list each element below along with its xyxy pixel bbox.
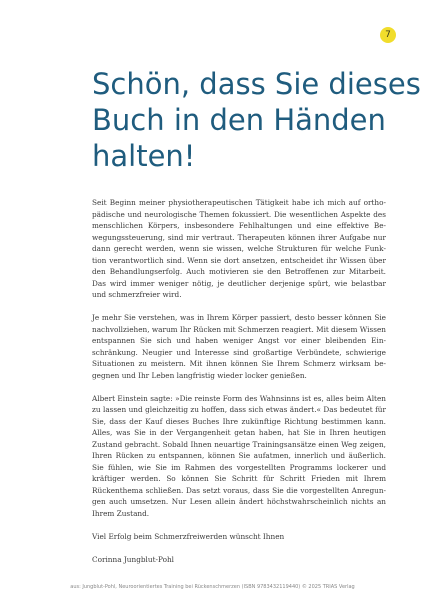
title-line: Schön, dass Sie dieses	[92, 67, 421, 101]
title-line: Buch in den Händen	[92, 103, 386, 137]
paragraph: Albert Einstein sagte: »Die reinste Form des Wahnsinns ist es, alles beim Alten zu lassen und gleichzeitig zu hoffen, dass sich etwas ändert.« Das bedeutet für Sie, dass der Kauf dieses Buches Ihre zukünftige Richtung bestimmen kann. Alles, was Sie in der Vergangenheit getan haben, hat Sie in Ihren heutigen Zustand gebracht. Sobald Ihnen neuartige Trainingsansätze einen Weg zeigen, Ihren Rücken zu entspannen, können Sie aufatmen, innerlich und äußerlich. Sie fühlen, wie Sie im Rahmen des vorgestellten Programms lockerer und kräftiger werden. So können Sie Schritt für Schritt Frieden mit Ihrem Rückenthema schließen. Das setzt voraus, dass Sie die vorgestellten Anregungen auch umsetzen. Nur Lesen allein ändert höchstwahrscheinlich nichts an Ihrem Zustand.	[92, 393, 386, 518]
title-line: halten!	[92, 139, 196, 173]
paragraph: Je mehr Sie verstehen, was in Ihrem Körper passiert, desto besser können Sie nachvollziehen, warum Ihr Rücken mit Schmerzen reagiert. Mit diesem Wissen entspannen Sie sich und haben weniger Angst vor einer bleibenden Einschränkung. Neugier und Interesse sind großartige Verbündete, schwierige Situationen zu meistern. Mit ihnen können Sie Ihrem Schmerz wirksam begegnen und Ihr Leben langfristig wieder locker genießen.	[92, 313, 386, 380]
copyright-footer: aus: Jungblut-Pohl, Neuroorientiertes Training bei Rückenschmerzen (ISBN 9783432119440) © 2025 TRIAS Verlag	[70, 584, 355, 590]
page-title	[92, 66, 421, 174]
body-text	[92, 197, 386, 577]
paragraph: Seit Beginn meiner physiotherapeutischen Tätigkeit habe ich mich auf orthopädische und neurologische Themen fokussiert. Die wesentlichen Aspekte des menschlichen Körpers, insbesondere Fehlhaltungen und eine effektive Bewegungssteuerung, sind mir vertraut. Therapeuten können ihrer Aufgabe nur dann gerecht werden, wenn sie wissen, welche Strukturen für welche Funktion verantwortlich sind. Wenn sie dort ansetzen, entscheidet ihr Wissen über den Behandlungserfolg. Auch motivieren sie den Betroffenen zur Mitarbeit. Das wird immer weniger nötig, je deutlicher derjenige spürt, wie belastbar und schmerzfreier wird.	[92, 198, 386, 299]
closing-greeting: Viel Erfolg beim Schmerzfreiwerden wünscht Ihnen	[92, 531, 285, 541]
author-signature: Corinna Jungblut-Pohl	[92, 554, 175, 564]
page-number-badge: 7	[380, 27, 396, 43]
